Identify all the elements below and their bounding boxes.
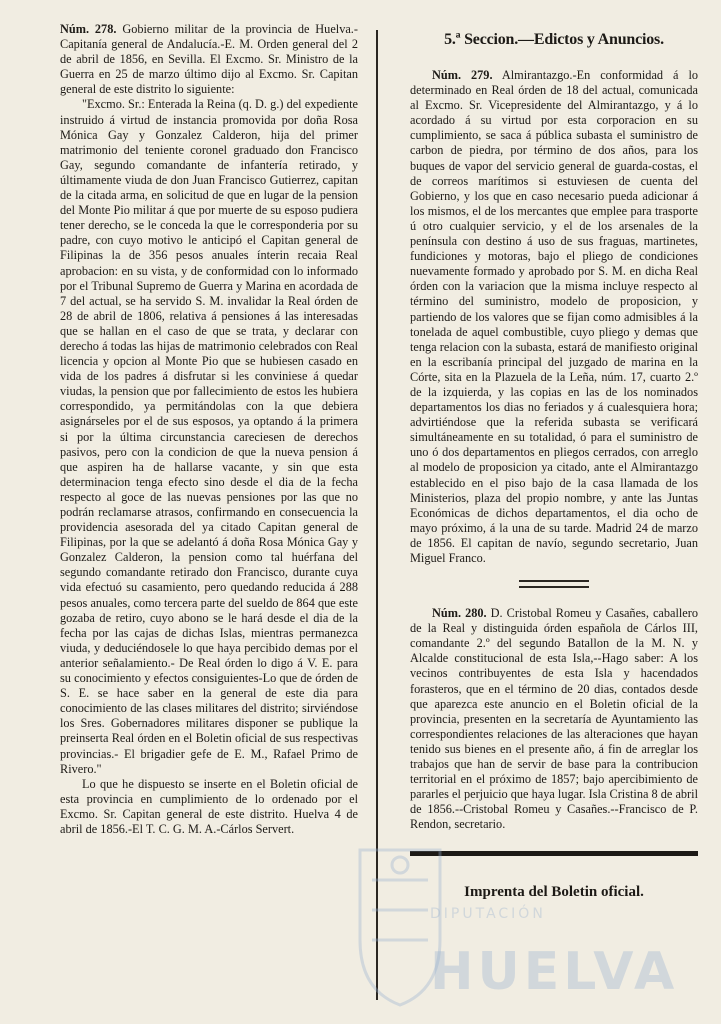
notice-280: [410, 606, 698, 832]
notice-279-text: Almirantazgo.-En conformidad á lo determinado en Real órden de 18 del actual, comunicada al Excmo. Sr. Vicepresidente del Almirantazgo, y á lo acordado á su virtud por esta corporacion en su cumplimiento, se saca á pública subasta el suministro de carbon de piedra, por término de dos años, para los buques de vapor del servicio general de guarda-costas, el de correos marítimos si estuviesen de cuenta del Gobierno, y los que en caso necesario pueda adicionar á los mismos, el de los mercantes que emplee para trasporte ú otro cualquier servicio, y el de los arsenales de la península con destino á uso de sus fraguas, martinetes, fundiciones y motoras, bajo el pliego de condiciones nuevamente formado y aprobado por S. M. en dicha Real órden con la variacion que la misma incluye respecto al término del suministro, modelo de proposicion, y partiendo de los valores que se fijan como admisibles á la tonelada de aquel combustible, cuyo pliego y demas que tenga relacion con la subasta, estará de manifiesto original en la escribanía principal del juzgado de marina en la Córte, sita en la Plazuela de la Leña, núm. 17, cuarto 2.º de la izquierda, y las copias en las de los nominados departamentos los dias no feriados y á cualesquiera hora; advirtiéndose que la referida subasta se verificará simultáneamente en su totalidad, ó para el suministro de uno ó dos departamentos en pliegos cerrados, con arreglo al modelo de proposicion ya citado, ante el Almirantazgo establecido en el piso bajo de la casa llamada de los Ministerios, plaza del propio nombre, y ante las Juntas Económicas de dichos departamentos, el dia ocho de mayo próximo, á la una de su tarde. Madrid 24 de marzo de 1856. El capitan de navío, segundo secretario, Juan Miguel Franco.: [410, 68, 699, 565]
notice-separator: [519, 580, 589, 588]
imprenta-footer: Imprenta del Boletin oficial.: [464, 883, 644, 900]
notice-278-closing: Lo que he dispuesto se inserte en el Boletin oficial de esta provincia en cumplimiento de lo ordenado por el Excmo. Sr. Capitan general de este distrito. Huelva 4 de abril de 1856.-El T. C. G. M. A.-Cárlos Servert.: [60, 776, 358, 836]
notice-278-intro: Gobierno militar de la provincia de Huelva.-Capitanía general de Andalucía.-E. M. Orden general del 2 de abril de 1856, en Sevilla. El Excmo. Sr. Ministro de la Guerra en 25 de marzo último dijo al Excmo. Sr. Capitan general de este distrito lo siguiente:: [60, 22, 358, 97]
right-column: [410, 22, 698, 902]
column-divider: [376, 30, 378, 1000]
left-column: [60, 22, 358, 837]
notice-279: [410, 68, 698, 566]
section-heading: 5.ª Seccion.—Edictos y Anuncios.: [444, 31, 664, 48]
watermark-subtitle: DIPUTACIÓN: [430, 906, 546, 922]
watermark-title: HUELVA: [430, 942, 679, 1002]
notice-278-header: [60, 22, 358, 97]
notice-280-text: D. Cristobal Romeu y Casañes, caballero de la Real y distinguida órden española de Cárlos III, comandante 2.º del segundo Batallon de la M. N. y Alcalde constitucional de esta Isla,--Hago saber: A los vecinos contribuyentes de esta Isla y hacendados forasteros, que en el término de 20 dias, contados desde que aparezca este anuncio en el Boletin oficial de la provincia, presenten en la secretaría de Ayuntamiento las correspondientes relaciones de las alteraciones que hayan tenido sus bienes en el presente año, á fin de arreglar los trabajos que han de servir de base para la contribucion territorial en el próximo de 1857; bajo apercibimiento de pararles el perjuicio que haya lugar. Isla Cristina 8 de abril de 1856.--Cristobal Romeu y Casañes.--Francisco de P. Rendon, secretario.: [410, 606, 698, 832]
notice-280-number: Núm. 280.: [432, 606, 487, 621]
notice-278-body: "Excmo. Sr.: Enterada la Reina (q. D. g.) del expediente instruido á virtud de instancia promovida por doña Rosa Mónica Gay y Gonzalez Calderon, hija del primer matrimonio del teniente coronel graduado don Francisco Gay, segundo comandante de infantería retirado, y últimamente viuda de don Juan Francisco Gutierrez, capitan de la citada arma, en solicitud de que en lugar de la pension del Monte Pio militar á que por muerte de su esposo pudiera tener derecho, se le conceda la que le corresponderia por su padre, con cuyo motivo le anticipó el Capitan general de Filipinas la de 356 pesos anuales ínterin recaia Real aprobacion: en su vista, y de conformidad con lo informado por el Tribunal Supremo de Guerra y Marina en acordada de 7 del actual, se ha servido S. M. invalidar la Real órden de 28 de abril de 1806, relativa á pensiones á las interesadas que se hallan en el caso de que se trata, y declarar con derecho á todas las hijas de matrimonio celebrados con Real licencia y opcion al Monte Pio que se hubiesen casado en vida de los padres á disfrutar si les conviniese á quedar viudas, la pension que por fallecimiento de estos les hubiera correspondido, ya permitándolas con la que debiera asignárseles por el de sus esposos, ya optando á la primera si por la última circunstancia careciesen de derechos pasivos, pero con la condicion de que la nueva pension á que aspiren ha de hallarse vacante, y sin que esta determinacion tenga efecto sino desde el dia de la fecha respecto al goce de las nuevas pensiones por las que no podrán reclamarse atrasos, confirmando en consecuencia la providencia asesorada del ya citado Capitan general de Filipinas, por la que se adelantó á doña Rosa Mónica Gay y Gonzalez Calderon, la pension como tal huérfana del segundo comandante retirado don Francisco, durante cuya vida efectuó su casamiento, pero quedando reducida á 288 pesos anuales, como tercera parte del sueldo de 864 que este gozaba de retiro, cuyo abono se le hará desde el dia de la fecha por las cajas de dichas Islas, mientras permanezca viuda, y deduciéndosele lo que haya percibido demas por el anterior señalamiento.- De Real órden lo digo á V. E. para su conocimiento y efectos consiguientes-Lo que de órden de S. E. se hace saber en la general de este dia para conocimiento de las clases militares del distrito; sirviéndose los Sres. Gobernadores militares disponer se publique la preinserta Real órden en el Boletin oficial de sus respectivas provincias.- El brigadier gefe de E. M., Rafael Primo de Rivero.": [60, 97, 358, 776]
footer-rule: [410, 851, 698, 856]
notice-279-number: Núm. 279.: [432, 68, 493, 82]
notice-278-number: Núm. 278.: [60, 22, 117, 36]
